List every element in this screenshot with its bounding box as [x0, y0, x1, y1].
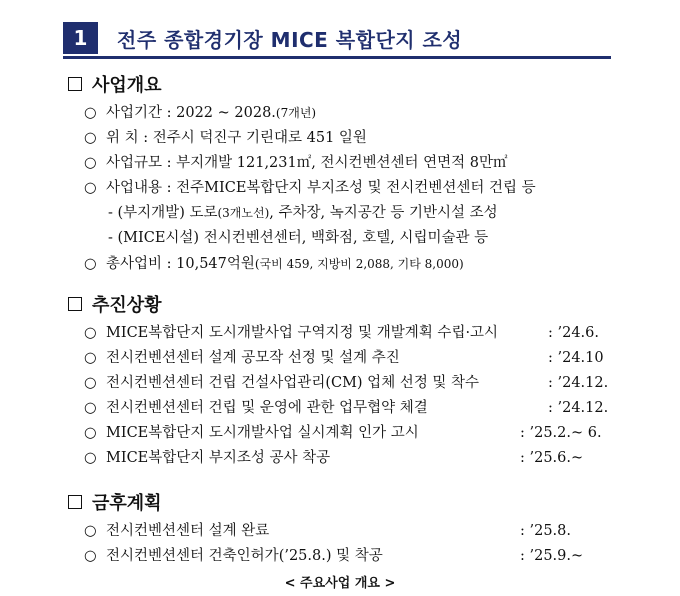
list-item	[84, 519, 269, 543]
circle-bullet-icon: ○	[84, 548, 97, 564]
section-heading-overview	[68, 71, 162, 97]
circle-bullet-icon: ○	[84, 375, 97, 391]
circle-bullet-icon: ○	[84, 105, 97, 121]
list-item-date: : ’24.12.	[548, 375, 609, 391]
sub1-text-a: - (부지개발) 도로	[108, 205, 218, 221]
list-item-date: : ’24.10	[548, 350, 604, 366]
overview-sub-item-2	[108, 226, 488, 250]
overview-sub-item-1	[108, 201, 498, 225]
list-item-text: 전시컨벤션센터 설계 완료	[106, 523, 270, 539]
list-item-date: : ’25.8.	[520, 523, 571, 539]
list-item	[84, 421, 419, 445]
circle-bullet-icon: ○	[84, 325, 97, 341]
list-item	[84, 321, 498, 345]
title-underline	[63, 56, 611, 59]
list-item-date: : ’24.6.	[548, 325, 599, 341]
content-text: 사업내용 : 전주MICE복합단지 부지조성 및 전시컨벤션센터 건립 등	[106, 180, 536, 196]
checkbox-square-icon	[68, 297, 82, 311]
title-bar	[63, 18, 611, 58]
figure-caption: < 주요사업 개요 >	[284, 576, 396, 591]
list-item-text: 전시컨벤션센터 건립 건설사업관리(CM) 업체 선정 및 착수	[106, 375, 480, 391]
list-item-text: MICE복합단지 도시개발사업 실시계획 인가 고시	[106, 425, 419, 441]
list-item	[84, 544, 383, 568]
checkbox-square-icon	[68, 495, 82, 509]
title-number-badge: 1	[63, 22, 98, 54]
circle-bullet-icon: ○	[84, 155, 97, 171]
list-item-date: : ’25.9.~	[520, 548, 584, 564]
list-item	[84, 371, 479, 395]
section-heading-progress	[68, 291, 162, 317]
period-note: (7개년)	[275, 106, 317, 120]
section-title: 금후계획	[92, 493, 162, 514]
circle-bullet-icon: ○	[84, 256, 97, 272]
sub1-text-b: , 주차장, 녹지공간 등 기반시설 조성	[269, 205, 498, 221]
list-item-date: : ’25.2.~ 6.	[520, 425, 602, 441]
sub2-text: - (MICE시설) 전시컨벤션센터, 백화점, 호텔, 시립미술관 등	[108, 230, 489, 246]
cost-text: 총사업비 : 10,547억원	[106, 256, 255, 272]
section-title: 사업개요	[92, 75, 162, 96]
cost-note: (국비 459, 지방비 2,088, 기타 8,000)	[254, 257, 464, 271]
overview-content	[84, 176, 536, 200]
circle-bullet-icon: ○	[84, 130, 97, 146]
circle-bullet-icon: ○	[84, 523, 97, 539]
sub1-note: (3개노선)	[217, 206, 270, 220]
overview-period	[84, 101, 316, 125]
overview-scale	[84, 151, 507, 175]
period-text: 사업기간 : 2022 ~ 2028.	[106, 105, 276, 121]
page-title: 전주 종합경기장 MICE 복합단지 조성	[117, 28, 463, 52]
list-item-text: 전시컨벤션센터 건립 및 운영에 관한 업무협약 체결	[106, 400, 428, 416]
section-title: 추진상황	[92, 295, 162, 316]
list-item	[84, 396, 428, 420]
scale-text: 사업규모 : 부지개발 121,231㎡, 전시컨벤션센터 연면적 8만㎡	[106, 155, 508, 171]
list-item-text: 전시컨벤션센터 건축인허가(’25.8.) 및 착공	[106, 548, 383, 564]
list-item-text: MICE복합단지 도시개발사업 구역지정 및 개발계획 수립·고시	[106, 325, 499, 341]
circle-bullet-icon: ○	[84, 180, 97, 196]
list-item-text: 전시컨벤션센터 설계 공모작 선정 및 설계 추진	[106, 350, 400, 366]
circle-bullet-icon: ○	[84, 400, 97, 416]
circle-bullet-icon: ○	[84, 350, 97, 366]
circle-bullet-icon: ○	[84, 425, 97, 441]
list-item	[84, 346, 400, 370]
overview-cost	[84, 252, 464, 276]
section-heading-plan	[68, 489, 162, 515]
location-text: 위 치 : 전주시 덕진구 기린대로 451 일원	[106, 130, 367, 146]
list-item-date: : ’25.6.~	[520, 450, 584, 466]
list-item-text: MICE복합단지 부지조성 공사 착공	[106, 450, 331, 466]
list-item-date: : ’24.12.	[548, 400, 609, 416]
overview-location	[84, 126, 367, 150]
list-item	[84, 446, 330, 470]
checkbox-square-icon	[68, 77, 82, 91]
circle-bullet-icon: ○	[84, 450, 97, 466]
